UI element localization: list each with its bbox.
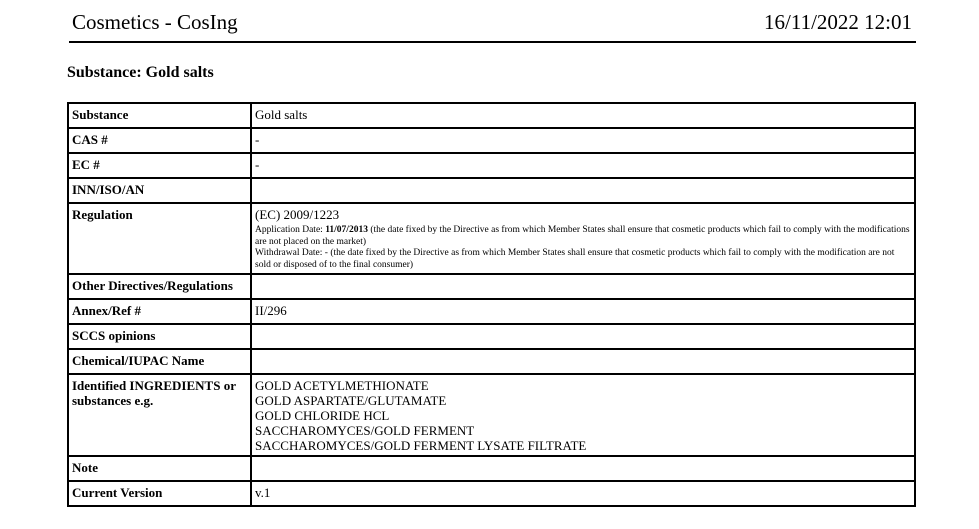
- row-label: EC #: [68, 153, 251, 178]
- withdrawal-date-note: Withdrawal Date: - (the date fixed by the Directive as from which Member States shall ensure that cosmetic products which fail to comply with the modification are not sold or disposed of to the final consumer): [255, 248, 895, 270]
- table-row-chemical-name: [68, 349, 915, 374]
- row-value-substance: Gold salts: [251, 103, 915, 128]
- row-value-regulation: [251, 203, 915, 274]
- row-value-ingredients: [251, 374, 915, 456]
- row-value-sccs: [251, 324, 915, 349]
- application-date: 11/07/2013: [325, 225, 368, 235]
- table-row-note: [68, 456, 915, 481]
- application-date-note: [255, 225, 911, 248]
- row-label: CAS #: [68, 128, 251, 153]
- row-label: SCCS opinions: [68, 324, 251, 349]
- ingredient-item: SACCHAROMYCES/GOLD FERMENT: [255, 423, 475, 438]
- application-date-text: (the date fixed by the Directive as from which Member States shall ensure that cosmetic products which fail to comply with the modifications are not placed on the market): [255, 225, 910, 247]
- row-label: Chemical/IUPAC Name: [68, 349, 251, 374]
- row-value-ec: -: [251, 153, 915, 178]
- row-value-cas: -: [251, 128, 915, 153]
- page-title: Substance: Gold salts: [67, 64, 214, 81]
- row-value-current-version: v.1: [251, 481, 915, 506]
- table-row-ec: [68, 153, 915, 178]
- row-value-other-directives: [251, 274, 915, 299]
- row-label: Substance: [68, 103, 251, 128]
- table-row-inn: [68, 178, 915, 203]
- row-label: Note: [68, 456, 251, 481]
- regulation-reference: (EC) 2009/1223: [255, 207, 340, 222]
- row-label: Other Directives/Regulations: [68, 274, 251, 299]
- ingredient-item: SACCHAROMYCES/GOLD FERMENT LYSATE FILTRATE: [255, 438, 587, 453]
- row-label: Annex/Ref #: [68, 299, 251, 324]
- table-row-cas: [68, 128, 915, 153]
- substance-details-table: [67, 102, 916, 507]
- table-row-substance: [68, 103, 915, 128]
- row-value-annex-ref: II/296: [251, 299, 915, 324]
- table-row-annex-ref: [68, 299, 915, 324]
- table-row-regulation: [68, 203, 915, 274]
- row-label: Current Version: [68, 481, 251, 506]
- ingredient-item: GOLD ASPARTATE/GLUTAMATE: [255, 393, 447, 408]
- application-date-prefix: Application Date:: [255, 225, 326, 235]
- table-row-current-version: [68, 481, 915, 506]
- ingredient-item: GOLD CHLORIDE HCL: [255, 408, 390, 423]
- row-label: INN/ISO/AN: [68, 178, 251, 203]
- app-title: Cosmetics - CosIng: [72, 10, 238, 34]
- row-value-inn: [251, 178, 915, 203]
- table-row-ingredients: [68, 374, 915, 456]
- row-value-chemical-name: [251, 349, 915, 374]
- row-label: Regulation: [68, 203, 251, 274]
- print-timestamp: 16/11/2022 12:01: [764, 10, 912, 34]
- page-header: [69, 10, 916, 43]
- table-row-sccs: [68, 324, 915, 349]
- ingredient-item: GOLD ACETYLMETHIONATE: [255, 378, 429, 393]
- row-value-note: [251, 456, 915, 481]
- row-label: Identified INGREDIENTS or substances e.g.: [68, 374, 251, 456]
- table-row-other-directives: [68, 274, 915, 299]
